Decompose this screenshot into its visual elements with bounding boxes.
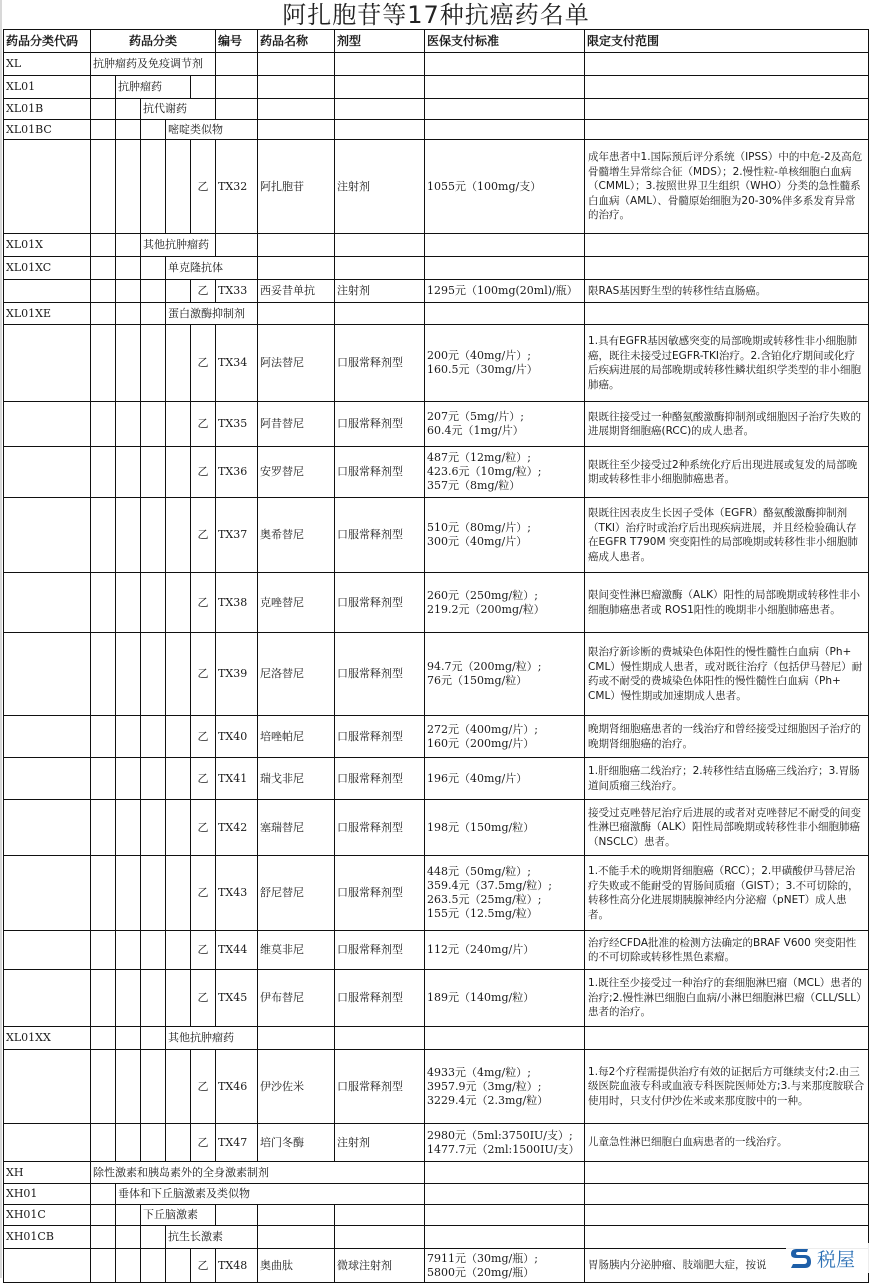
left-edge (0, 0, 2, 1278)
dosage-form: 微球注射剂 (335, 1249, 425, 1283)
category-label: 抗生长激素 (166, 1226, 258, 1249)
header-dosage-form: 剂型 (335, 30, 425, 53)
drug-name: 伊沙佐米 (258, 1050, 335, 1124)
drug-number: TX38 (216, 573, 258, 633)
dosage-form: 注射剂 (335, 140, 425, 234)
drug-row-tx35 (4, 402, 869, 447)
category-row-xl01xx (4, 1027, 869, 1050)
drug-number: TX47 (216, 1124, 258, 1162)
drug-number: TX34 (216, 325, 258, 402)
drug-number: TX36 (216, 447, 258, 498)
payment-scope: 1.既往至少接受过一种治疗的套细胞淋巴瘤（MCL）患者的治疗;2.慢性淋巴细胞白血病/小淋巴细胞淋巴瘤（CLL/SLL）患者的治疗。 (585, 970, 869, 1027)
grade: 乙 (191, 498, 216, 573)
grade: 乙 (191, 716, 216, 758)
grade: 乙 (191, 280, 216, 303)
dosage-form: 口服常释剂型 (335, 931, 425, 970)
dosage-form: 注射剂 (335, 1124, 425, 1162)
header-row (4, 30, 869, 53)
drug-row-tx32 (4, 140, 869, 234)
payment-scope: 限间变性淋巴瘤激酶（ALK）阳性的局部晚期或转移性非小细胞肺癌患者或 ROS1阳性的晚期非小细胞肺癌患者。 (585, 573, 869, 633)
payment-scope: 1.不能手术的晚期肾细胞癌（RCC）；2.甲磺酸伊马替尼治疗失败或不能耐受的胃肠间质瘤（GIST）；3.不可切除的，转移性高分化进展期胰腺神经内分泌瘤（pNET）成人患者。 (585, 856, 869, 931)
dosage-form: 口服常释剂型 (335, 758, 425, 800)
watermark-text: 税屋 (817, 1248, 856, 1271)
drug-name: 舒尼替尼 (258, 856, 335, 931)
grade: 乙 (191, 402, 216, 447)
payment-scope: 晚期肾细胞癌患者的一线治疗和曾经接受过细胞因子治疗的晚期肾细胞癌的治疗。 (585, 716, 869, 758)
drug-row-tx43 (4, 856, 869, 931)
drug-row-tx44 (4, 931, 869, 970)
watermark-logo (786, 1243, 870, 1273)
payment-standard: 7911元（30mg/瓶）; 5800元（20mg/瓶） (425, 1249, 585, 1283)
grade: 乙 (191, 758, 216, 800)
category-label: 蛋白激酶抑制剂 (166, 303, 258, 325)
drug-number: TX32 (216, 140, 258, 234)
grade: 乙 (191, 1124, 216, 1162)
drug-number: TX37 (216, 498, 258, 573)
drug-name: 尼洛替尼 (258, 633, 335, 716)
grade: 乙 (191, 1050, 216, 1124)
drug-name: 奥曲肽 (258, 1249, 335, 1283)
payment-scope: 1.每2个疗程需提供治疗有效的证据后方可继续支付;2.由三级医院血液专科或血液专科医院医师处方;3.与来那度胺联合使用时，只支付伊沙佐米或来那度胺中的一种。 (585, 1050, 869, 1124)
dosage-form: 口服常释剂型 (335, 325, 425, 402)
drug-name: 安罗替尼 (258, 447, 335, 498)
header-name: 药品名称 (258, 30, 335, 53)
drug-row-tx34 (4, 325, 869, 402)
drug-name: 培唑帕尼 (258, 716, 335, 758)
header-payment-standard: 医保支付标准 (425, 30, 585, 53)
category-row-xl01b (4, 99, 869, 120)
payment-scope: 限既往因表皮生长因子受体（EGFR）酪氨酸激酶抑制剂（TKI）治疗时或治疗后出现疾病进展，并且经检验确认存在EGFR T790M 突变阳性的局部晚期或转移性非小细胞肺癌成人患者。 (585, 498, 869, 573)
category-row-xl01 (4, 76, 869, 99)
grade: 乙 (191, 140, 216, 234)
payment-scope: 成年患者中1.国际预后评分系统（IPSS）中的中危-2及高危骨髓增生异常综合征（MDS）；2.慢性粒-单核细胞白血病（CMML）；3.按照世界卫生组织（WHO）分类的急性髓系白血病（AML）、骨髓原始细胞为20-30%伴多系发育异常的治疗。 (585, 140, 869, 234)
payment-standard: 94.7元（200mg/粒）; 76元（150mg/粒） (425, 633, 585, 716)
payment-standard: 1055元（100mg/支） (425, 140, 585, 234)
drug-number: TX46 (216, 1050, 258, 1124)
payment-standard: 112元（240mg/片） (425, 931, 585, 970)
category-label: 抗代谢药 (141, 99, 216, 120)
page-title: 阿扎胞苷等17种抗癌药名单 (282, 1, 590, 29)
dosage-form: 口服常释剂型 (335, 447, 425, 498)
payment-scope: 1.肝细胞癌二线治疗；2.转移性结直肠癌三线治疗；3.胃肠道间质瘤三线治疗。 (585, 758, 869, 800)
dosage-form: 口服常释剂型 (335, 573, 425, 633)
payment-standard: 1295元（100mg(20ml)/瓶） (425, 280, 585, 303)
category-row-xh (4, 1162, 869, 1184)
drug-name: 西妥昔单抗 (258, 280, 335, 303)
category-row-xl01bc (4, 120, 869, 140)
category-label: 单克隆抗体 (166, 257, 258, 280)
dosage-form: 口服常释剂型 (335, 498, 425, 573)
category-row-xl01x (4, 234, 869, 257)
header-payment-scope: 限定支付范围 (585, 30, 869, 53)
shuiwu-logo-icon (788, 1245, 814, 1271)
payment-standard: 4933元（4mg/粒）; 3957.9元（3mg/粒）; 3229.4元（2.3mg/粒） (425, 1050, 585, 1124)
category-label: 嘧啶类似物 (166, 120, 258, 140)
drug-number: TX40 (216, 716, 258, 758)
category-label: 抗肿瘤药及免疫调节剂 (91, 53, 216, 76)
payment-standard: 196元（40mg/片） (425, 758, 585, 800)
category-label: 其他抗肿瘤药 (166, 1027, 258, 1050)
grade: 乙 (191, 447, 216, 498)
drug-row-tx38 (4, 573, 869, 633)
payment-scope: 限既往至少接受过2种系统化疗后出现进展或复发的局部晚期或转移性非小细胞肺癌患者。 (585, 447, 869, 498)
category-code: XL01BC (4, 120, 91, 140)
drug-number: TX41 (216, 758, 258, 800)
drug-name: 阿扎胞苷 (258, 140, 335, 234)
drug-row-tx40 (4, 716, 869, 758)
dosage-form: 口服常释剂型 (335, 1050, 425, 1124)
drug-name: 塞瑞替尼 (258, 800, 335, 856)
payment-standard: 260元（250mg/粒）; 219.2元（200mg/粒） (425, 573, 585, 633)
category-code: XL (4, 53, 91, 76)
drug-row-tx33 (4, 280, 869, 303)
dosage-form: 口服常释剂型 (335, 633, 425, 716)
category-label: 垂体和下丘脑激素及类似物 (116, 1184, 425, 1205)
drug-row-tx42 (4, 800, 869, 856)
drug-number: TX42 (216, 800, 258, 856)
category-code: XL01X (4, 234, 91, 257)
category-code: XH (4, 1162, 91, 1184)
payment-standard: 2980元（5ml:3750IU/支）; 1477.7元（2ml:1500IU/支） (425, 1124, 585, 1162)
drug-number: TX39 (216, 633, 258, 716)
drug-row-tx48 (4, 1249, 869, 1283)
drug-row-tx47 (4, 1124, 869, 1162)
grade: 乙 (191, 573, 216, 633)
grade: 乙 (191, 800, 216, 856)
header-number: 编号 (216, 30, 258, 53)
dosage-form: 口服常释剂型 (335, 800, 425, 856)
drug-row-tx39 (4, 633, 869, 716)
drug-name: 克唑替尼 (258, 573, 335, 633)
category-code: XL01XC (4, 257, 91, 280)
category-label: 除性激素和胰岛素外的全身激素制剂 (91, 1162, 425, 1184)
category-row-xl01xc (4, 257, 869, 280)
drug-name: 伊布替尼 (258, 970, 335, 1027)
payment-scope: 1.具有EGFR基因敏感突变的局部晚期或转移性非小细胞肺癌，既往未接受过EGFR-TKI治疗。2.含铂化疗期间或化疗后疾病进展的局部晚期或转移性鳞状组织学类型的非小细胞肺癌。 (585, 325, 869, 402)
grade: 乙 (191, 633, 216, 716)
grade: 乙 (191, 931, 216, 970)
category-code: XL01 (4, 76, 91, 99)
grade: 乙 (191, 970, 216, 1027)
category-row-xh01cb (4, 1226, 869, 1249)
drug-number: TX35 (216, 402, 258, 447)
payment-scope: 限既往接受过一种酪氨酸激酶抑制剂或细胞因子治疗失败的进展期肾细胞癌(RCC)的成人患者。 (585, 402, 869, 447)
category-code: XH01C (4, 1205, 91, 1226)
payment-standard: 448元（50mg/粒）; 359.4元（37.5mg/粒）; 263.5元（25mg/粒）; 155元（12.5mg/粒） (425, 856, 585, 931)
header-category: 药品分类 (91, 30, 216, 53)
category-code: XH01CB (4, 1226, 91, 1249)
drug-name: 维莫非尼 (258, 931, 335, 970)
category-code: XL01XE (4, 303, 91, 325)
payment-standard: 198元（150mg/粒） (425, 800, 585, 856)
category-row-xl01xe (4, 303, 869, 325)
drug-number: TX45 (216, 970, 258, 1027)
category-row-xh01 (4, 1184, 869, 1205)
payment-standard: 207元（5mg/片）; 60.4元（1mg/片） (425, 402, 585, 447)
category-code: XH01 (4, 1184, 91, 1205)
category-row-xl (4, 53, 869, 76)
payment-scope: 治疗经CFDA批准的检测方法确定的BRAF V600 突变阳性的不可切除或转移性黑色素瘤。 (585, 931, 869, 970)
payment-standard: 272元（400mg/片）; 160元（200mg/片） (425, 716, 585, 758)
category-code: XL01B (4, 99, 91, 120)
payment-scope: 接受过克唑替尼治疗后进展的或者对克唑替尼不耐受的间变性淋巴瘤激酶（ALK）阳性局部晚期或转移性非小细胞肺癌（NSCLC）患者。 (585, 800, 869, 856)
category-label: 下丘脑激素 (141, 1205, 216, 1226)
drug-row-tx46 (4, 1050, 869, 1124)
payment-scope: 限RAS基因野生型的转移性结直肠癌。 (585, 280, 869, 303)
drug-number: TX48 (216, 1249, 258, 1283)
drug-row-tx45 (4, 970, 869, 1027)
category-label: 其他抗肿瘤药 (141, 234, 216, 257)
drug-name: 瑞戈非尼 (258, 758, 335, 800)
drug-number: TX43 (216, 856, 258, 931)
drug-number: TX44 (216, 931, 258, 970)
grade: 乙 (191, 856, 216, 931)
grade: 乙 (191, 1249, 216, 1283)
dosage-form: 口服常释剂型 (335, 716, 425, 758)
drug-row-tx41 (4, 758, 869, 800)
drug-row-tx36 (4, 447, 869, 498)
category-label: 抗肿瘤药 (116, 76, 191, 99)
drug-number: TX33 (216, 280, 258, 303)
category-code: XL01XX (4, 1027, 91, 1050)
grade: 乙 (191, 325, 216, 402)
payment-scope: 儿童急性淋巴细胞白血病患者的一线治疗。 (585, 1124, 869, 1162)
payment-standard: 487元（12mg/粒）; 423.6元（10mg/粒）; 357元（8mg/粒） (425, 447, 585, 498)
drug-name: 奥希替尼 (258, 498, 335, 573)
dosage-form: 口服常释剂型 (335, 402, 425, 447)
payment-standard: 510元（80mg/片）; 300元（40mg/片） (425, 498, 585, 573)
payment-scope: 限治疗新诊断的费城染色体阳性的慢性髓性白血病（Ph+ CML）慢性期成人患者，或对既往治疗（包括伊马替尼）耐药或不耐受的费城染色体阳性的慢性髓性白血病（Ph+ CML）慢性期或加速期成人患者。 (585, 633, 869, 716)
category-row-xh01c (4, 1205, 869, 1226)
drug-list-table (3, 29, 869, 1283)
drug-name: 阿法替尼 (258, 325, 335, 402)
dosage-form: 注射剂 (335, 280, 425, 303)
payment-scope: 胃肠胰内分泌肿瘤、肢端肥大症，按说 (585, 1249, 869, 1283)
payment-standard: 189元（140mg/粒） (425, 970, 585, 1027)
drug-row-tx37 (4, 498, 869, 573)
payment-standard: 200元（40mg/片）; 160.5元（30mg/片） (425, 325, 585, 402)
drug-name: 阿昔替尼 (258, 402, 335, 447)
dosage-form: 口服常释剂型 (335, 970, 425, 1027)
drug-name: 培门冬酶 (258, 1124, 335, 1162)
header-code: 药品分类代码 (4, 30, 91, 53)
dosage-form: 口服常释剂型 (335, 856, 425, 931)
